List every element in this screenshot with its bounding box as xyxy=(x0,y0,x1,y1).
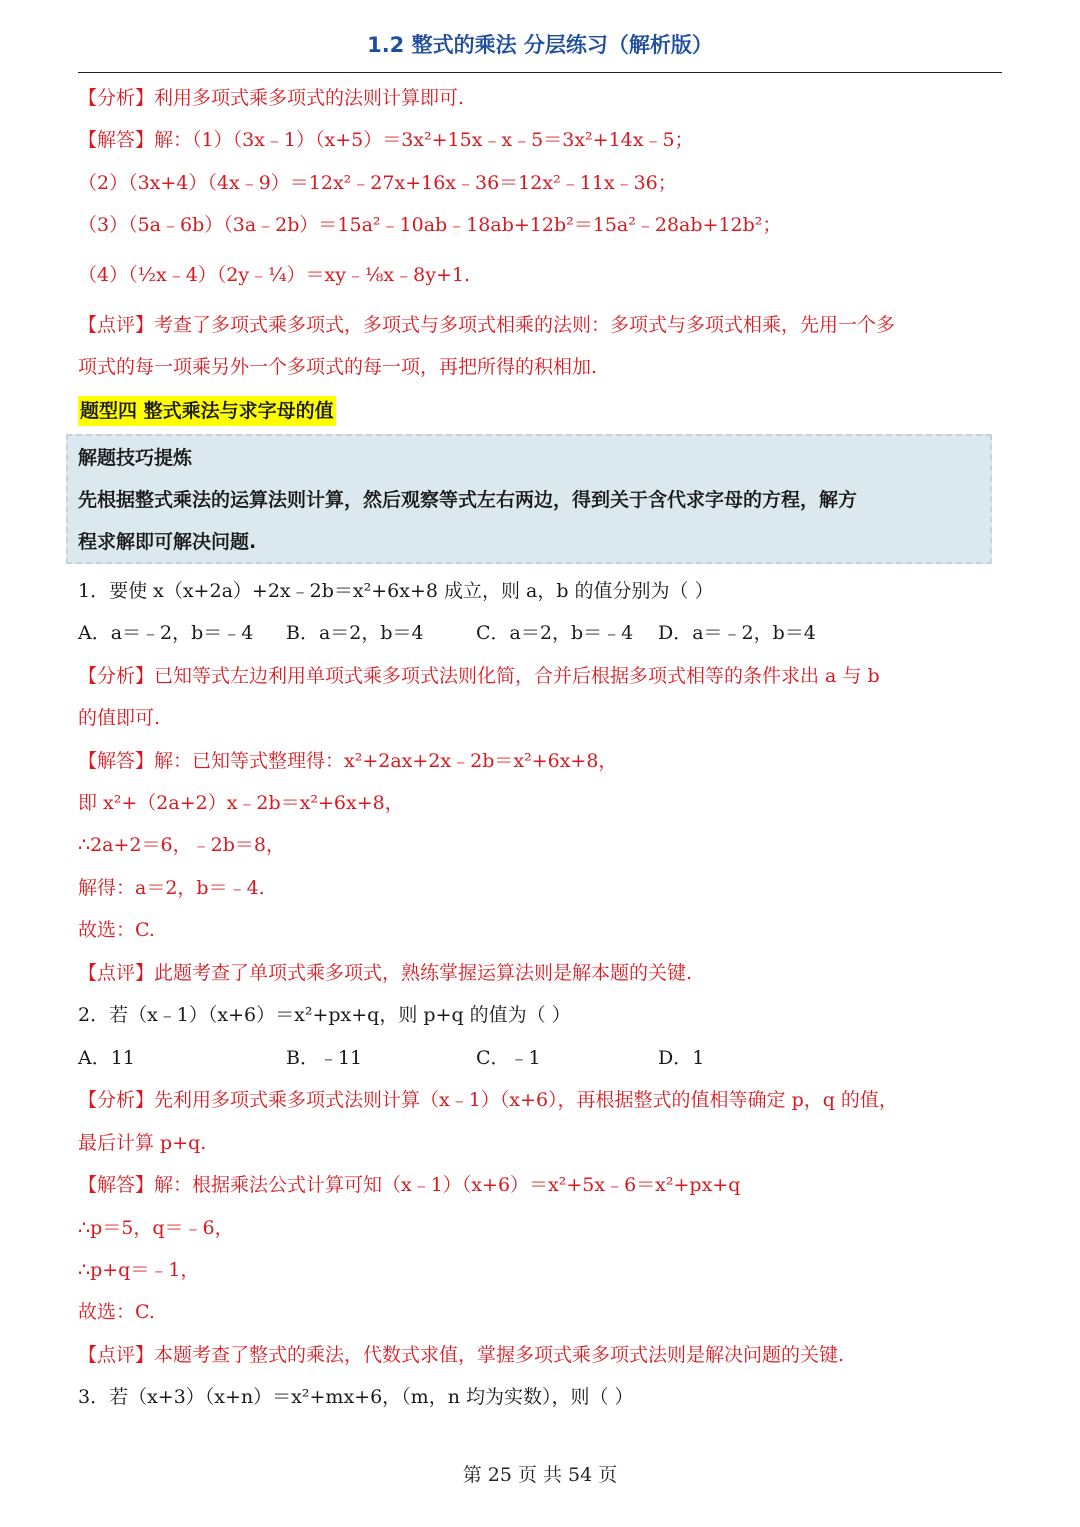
option-a: A．a＝﹣2，b＝﹣4 xyxy=(78,622,254,644)
answer-line-2: （2）（3x+4）（4x﹣9）＝12x²﹣27x+16x﹣36＝12x²﹣11x﹣36； xyxy=(78,172,677,194)
option-d: D．1 xyxy=(658,1047,705,1069)
q1-answer-line-4: 解得：a＝2，b＝﹣4. xyxy=(78,877,265,899)
answer-line-4: （4）（½x﹣4）（2y﹣¼）＝xy﹣⅛x﹣8y+1. xyxy=(78,264,470,286)
question-1-stem: 1．要使 x（x+2a）+2x﹣2b＝x²+6x+8 成立，则 a，b 的值分别为（ ） xyxy=(78,580,714,602)
comment-line-1: 【点评】考查了多项式乘多项式，多项式与多项式相乘的法则：多项式与多项式相乘，先用一个多 xyxy=(78,314,896,336)
tip-line-1: 先根据整式乘法的运算法则计算，然后观察等式左右两边，得到关于含代求字母的方程，解方 xyxy=(78,489,858,511)
option-a: A．11 xyxy=(78,1047,135,1069)
q1-analysis-line-2: 的值即可. xyxy=(78,707,161,729)
q2-choice: 故选：C. xyxy=(78,1301,155,1323)
q2-analysis-line-1: 【分析】先利用多项式乘多项式法则计算（x﹣1）（x+6），再根据整式的值相等确定 p，q 的值， xyxy=(78,1089,898,1111)
q1-answer-line-3: ∴2a+2＝6，﹣2b＝8， xyxy=(78,834,285,856)
q1-answer-line-1: 【解答】解：已知等式整理得：x²+2ax+2x﹣2b＝x²+6x+8， xyxy=(78,750,618,772)
answer-line-3: （3）（5a﹣6b）（3a﹣2b）＝15a²﹣10ab﹣18ab+12b²＝15a²﹣28ab+12b²； xyxy=(78,214,782,236)
q1-answer-line-2: 即 x²+（2a+2）x﹣2b＝x²+6x+8， xyxy=(78,792,404,814)
page-title: 1.2 整式的乘法 分层练习（解析版） xyxy=(367,33,713,57)
question-3-stem: 3．若（x+3）（x+n）＝x²+mx+6，（m，n 均为实数），则（ ） xyxy=(78,1386,634,1408)
q2-answer-line-3: ∴p+q＝﹣1， xyxy=(78,1259,200,1281)
tip-heading: 解题技巧提炼 xyxy=(78,447,193,469)
q1-analysis-line-1: 【分析】已知等式左边利用单项式乘多项式法则化简，合并后根据多项式相等的条件求出 a 与 b xyxy=(78,665,880,687)
question-2-options xyxy=(78,1044,1004,1072)
question-1-options xyxy=(78,619,1004,647)
option-c: C．﹣1 xyxy=(476,1047,541,1069)
question-2-stem: 2．若（x﹣1）（x+6）＝x²+px+q，则 p+q 的值为（ ） xyxy=(78,1004,571,1026)
q2-answer-line-2: ∴p＝5，q＝﹣6， xyxy=(78,1217,234,1239)
option-b: B．﹣11 xyxy=(286,1047,363,1069)
section-heading: 题型四 整式乘法与求字母的值 xyxy=(78,396,336,426)
option-d: D．a＝﹣2，b＝4 xyxy=(658,622,816,644)
page-header xyxy=(78,28,1002,73)
q1-choice: 故选：C. xyxy=(78,919,155,941)
q1-comment: 【点评】此题考查了单项式乘多项式，熟练掌握运算法则是解本题的关键. xyxy=(78,962,693,984)
q2-answer-line-1: 【解答】解：根据乘法公式计算可知（x﹣1）（x+6）＝x²+5x﹣6＝x²+px+q xyxy=(78,1174,741,1196)
page-footer: 第 25 页 共 54 页 xyxy=(462,1464,618,1486)
option-b: B．a＝2，b＝4 xyxy=(286,622,424,644)
analysis-text: 【分析】利用多项式乘多项式的法则计算即可. xyxy=(78,87,465,109)
comment-line-2: 项式的每一项乘另外一个多项式的每一项，再把所得的积相加. xyxy=(78,356,598,378)
option-c: C．a＝2，b＝﹣4 xyxy=(476,622,634,644)
tip-line-2: 程求解即可解决问题. xyxy=(78,531,257,553)
q2-analysis-line-2: 最后计算 p+q. xyxy=(78,1132,207,1154)
answer-line-1: 【解答】解：（1）（3x﹣1）（x+5）＝3x²+15x﹣x﹣5＝3x²+14x﹣5； xyxy=(78,129,694,151)
q2-comment: 【点评】本题考查了整式的乘法，代数式求值，掌握多项式乘多项式法则是解决问题的关键. xyxy=(78,1344,845,1366)
